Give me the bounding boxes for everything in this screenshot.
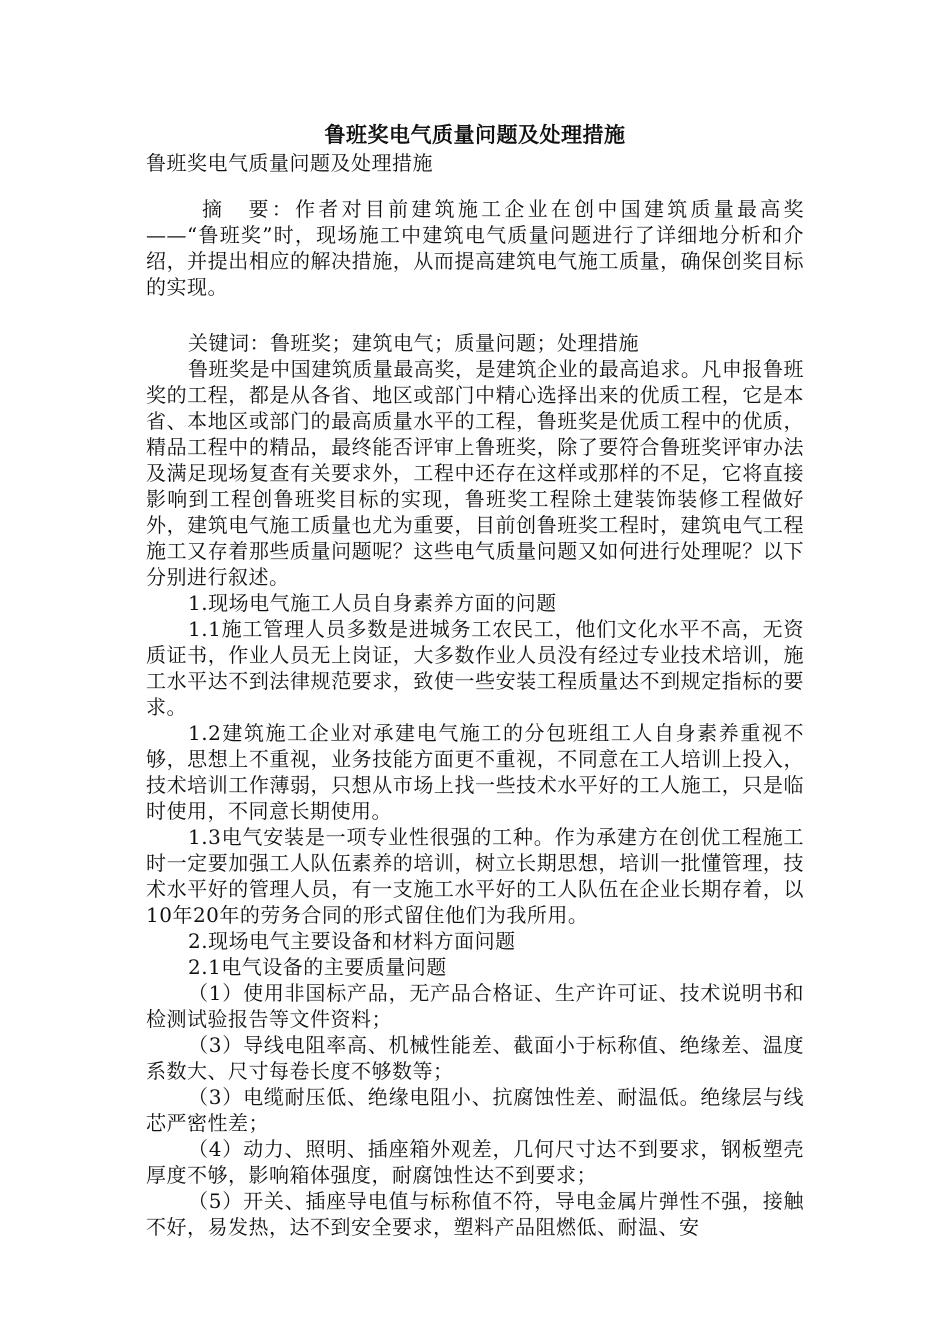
list-item-5: （5）开关、插座导电值与标称值不符，导电金属片弹性不强，接触不好，易发热，达不到安全要求，塑料产品阻燃低、耐温、安: [146, 1189, 804, 1239]
subsection-heading-2-1: 2.1电气设备的主要质量问题: [188, 955, 447, 979]
section-heading-1: 1.现场电气施工人员自身素养方面的问题: [188, 591, 557, 615]
list-item-1: （1）使用非国标产品，无产品合格证、生产许可证、技术说明书和检测试验报告等文件资料；: [146, 981, 804, 1031]
document-subtitle: 鲁班奖电气质量问题及处理措施: [146, 151, 433, 175]
list-item-2: （3）导线电阻率高、机械性能差、截面小于标称值、绝缘差、温度系数大、尺寸每卷长度不够数等；: [146, 1033, 804, 1083]
section-heading-2: 2.现场电气主要设备和材料方面问题: [188, 929, 516, 953]
abstract-label: 摘 要：: [202, 197, 296, 221]
paragraph-1-3: 1.3电气安装是一项专业性很强的工种。作为承建方在创优工程施工时一定要加强工人队伍素养的培训，树立长期思想，培训一批懂管理，技术水平好的管理人员，有一支施工水平好的工人队伍在企业长期存着，以10年20年的劳务合同的形式留住他们为我所用。: [146, 825, 804, 927]
paragraph-1-2: 1.2建筑施工企业对承建电气施工的分包班组工人自身素养重视不够，思想上不重视，业务技能方面更不重视，不同意在工人培训上投入，技术培训工作薄弱，只想从市场上找一些技术水平好的工人施工，只是临时使用，不同意长期使用。: [146, 721, 804, 823]
keywords-line: 关键词：鲁班奖；建筑电气；质量问题；处理措施: [188, 331, 639, 355]
paragraph-1-1: 1.1施工管理人员多数是进城务工农民工，他们文化水平不高，无资质证书，作业人员无上岗证，大多数作业人员没有经过专业技术培训，施工水平达不到法律规范要求，致使一些安装工程质量达不到规定指标的要求。: [146, 617, 804, 719]
list-item-4: （4）动力、照明、插座箱外观差，几何尺寸达不到要求，钢板塑壳厚度不够，影响箱体强度，耐腐蚀性达不到要求；: [146, 1137, 804, 1187]
list-item-3: （3）电缆耐压低、绝缘电阻小、抗腐蚀性差、耐温低。绝缘层与线芯严密性差；: [146, 1085, 804, 1135]
intro-paragraph: 鲁班奖是中国建筑质量最高奖，是建筑企业的最高追求。凡申报鲁班奖的工程，都是从各省、地区或部门中精心选择出来的优质工程，它是本省、本地区或部门的最高质量水平的工程，鲁班奖是优质工程中的优质，精品工程中的精品，最终能否评审上鲁班奖，除了要符合鲁班奖评审办法及满足现场复查有关要求外，工程中还存在这样或那样的不足，它将直接影响到工程创鲁班奖目标的实现，鲁班奖工程除土建装饰装修工程做好外，建筑电气施工质量也尤为重要，目前创鲁班奖工程时，建筑电气工程施工又存着那些质量问题呢？这些电气质量问题又如何进行处理呢？以下分别进行叙述。: [146, 357, 804, 589]
abstract-text: 作者对目前建筑施工企业在创中国建筑质量最高奖——“鲁班奖”时，现场施工中建筑电气质量问题进行了详细地分析和介绍，并提出相应的解决措施，从而提高建筑电气施工质量，确保创奖目标的实现。: [146, 197, 805, 299]
document-title: 鲁班奖电气质量问题及处理措施: [324, 122, 626, 147]
abstract-paragraph: [146, 196, 804, 300]
